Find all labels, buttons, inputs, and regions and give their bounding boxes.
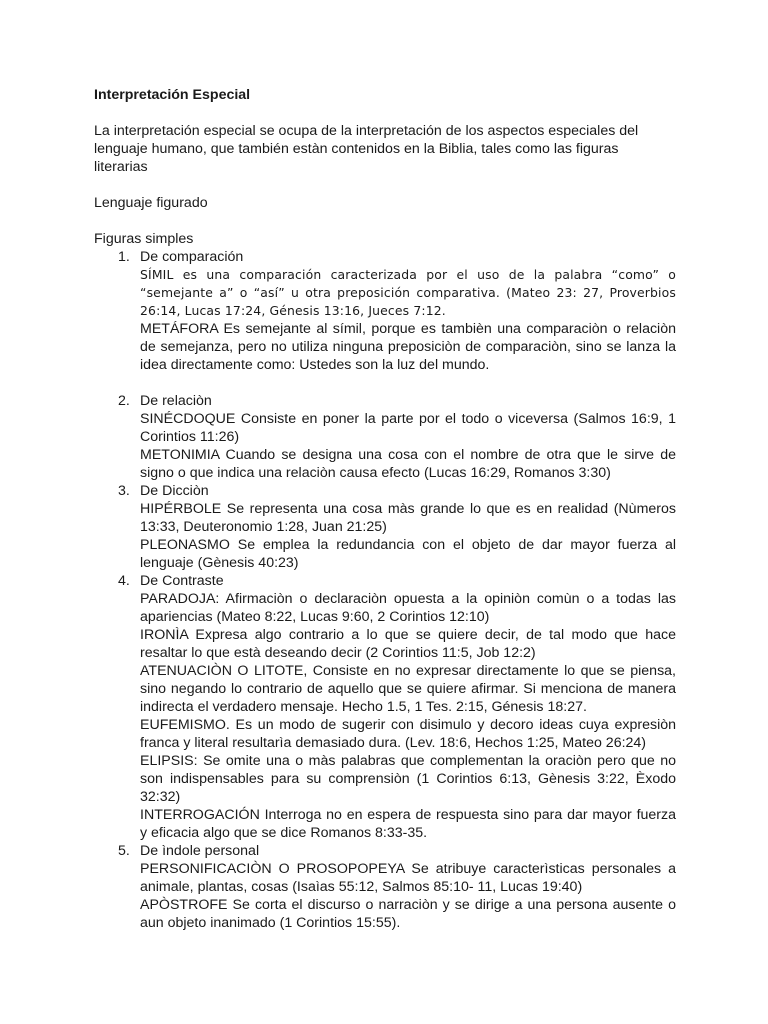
entry-metafora: METÁFORA Es semejante al símil, porque es tambièn una comparaciòn o relaciòn de semejanza, pero no utiliza ninguna preposiciòn de comparaciòn, sino se lanza la idea directamente como: Ustedes son la luz del mundo. xyxy=(140,321,676,373)
heading-figuras-simples: Figuras simples xyxy=(94,231,194,247)
intro-paragraph: La interpretación especial se ocupa de la interpretación de los aspectos especiales del lenguaje humano, que también estàn contenidos en la Biblia, tales como las figuras literarias xyxy=(94,123,639,175)
entry-apostrofe: APÒSTROFE Se corta el discurso o narraciòn y se dirige a una persona ausente o aun objeto inanimado (1 Corintios 15:55). xyxy=(140,897,676,931)
entry-elipsis: ELIPSIS: Se omite una o màs palabras que complementan la oraciòn pero que no son indispensables para su comprensiòn (1 Corintios 6:13, Gènesis 3:22, Èxodo 32:32) xyxy=(140,753,676,805)
entry-pleonasmo: PLEONASMO Se emplea la redundancia con el objeto de dar mayor fuerza al lenguaje (Gènesis 40:23) xyxy=(140,537,676,571)
document-title: Interpretación Especial xyxy=(94,87,251,103)
category-title: De ìndole personal xyxy=(140,843,260,859)
entry-paradoja: PARADOJA: Afirmaciòn o declaraciòn opuesta a la opiniòn comùn o a todas las apariencias (Mateo 8:22, Lucas 9:60, 2 Corintios 12:10) xyxy=(140,591,676,625)
category-number: 3. xyxy=(118,483,130,499)
category-number: 2. xyxy=(118,393,130,409)
entry-simil: SÍMIL es una comparación caracterizada por el uso de la palabra “como” o “semejante a” o “así” u otra preposición comparativa. (Mateo 23: 27, Proverbios 26:14, Lucas 17:24, Génesis 13:16, Jueces 7:12. xyxy=(140,267,676,318)
category-comparacion xyxy=(94,248,676,392)
entry-interrogacion: INTERROGACIÓN Interroga no en espera de respuesta sino para dar mayor fuerza y eficacia algo que se dice Romanos 8:33-35. xyxy=(140,807,676,841)
entry-personificacion: PERSONIFICACIÒN O PROSOPOPEYA Se atribuye caracterìsticas personales a animale, plantas, cosas (Isaìas 55:12, Salmos 85:10- 11, Lucas 19:40) xyxy=(140,861,676,895)
entry-eufemismo: EUFEMISMO. Es un modo de sugerir con disimulo y decoro ideas cuya expresiòn franca y literal resultarìa demasiado dura. (Lev. 18:6, Hechos 1:25, Mateo 26:24) xyxy=(140,717,676,751)
entry-ironia: IRONÌA Expresa algo contrario a lo que se quiere decir, de tal modo que hace resaltar lo que està deseando decir (2 Corintios 11:5, Job 12:2) xyxy=(140,627,676,661)
category-contraste xyxy=(94,572,676,842)
category-number: 1. xyxy=(118,249,130,265)
category-title: De relaciòn xyxy=(140,393,212,409)
category-diccion xyxy=(94,482,676,572)
category-indole-personal xyxy=(94,842,676,932)
category-title: De Dicciòn xyxy=(140,483,209,499)
figures-list xyxy=(94,248,676,932)
category-title: De comparación xyxy=(140,249,244,265)
entry-sinecdoque: SINÉCDOQUE Consiste en poner la parte por el todo o viceversa (Salmos 16:9, 1 Corintios 11:26) xyxy=(140,411,676,445)
entry-hiperbole: HIPÉRBOLE Se representa una cosa màs grande lo que es en realidad (Nùmeros 13:33, Deuteronomio 1:28, Juan 21:25) xyxy=(140,501,676,535)
category-number: 5. xyxy=(118,843,130,859)
category-number: 4. xyxy=(118,573,130,589)
heading-lenguaje-figurado: Lenguaje figurado xyxy=(94,195,208,211)
category-title: De Contraste xyxy=(140,573,224,589)
entry-metonimia: METONIMIA Cuando se designa una cosa con el nombre de otra que le sirve de signo o que indica una relaciòn causa efecto (Lucas 16:29, Romanos 3:30) xyxy=(140,447,676,481)
spacer xyxy=(140,374,676,392)
entry-atenuacion: ATENUACIÒN O LITOTE, Consiste en no expresar directamente lo que se piensa, sino negando lo contrario de aquello que se quiere afirmar. Si menciona de manera indirecta el verdadero mensaje. Hecho 1.5, 1 Tes. 2:15, Génesis 18:27. xyxy=(140,663,676,715)
category-relacion xyxy=(94,392,676,482)
